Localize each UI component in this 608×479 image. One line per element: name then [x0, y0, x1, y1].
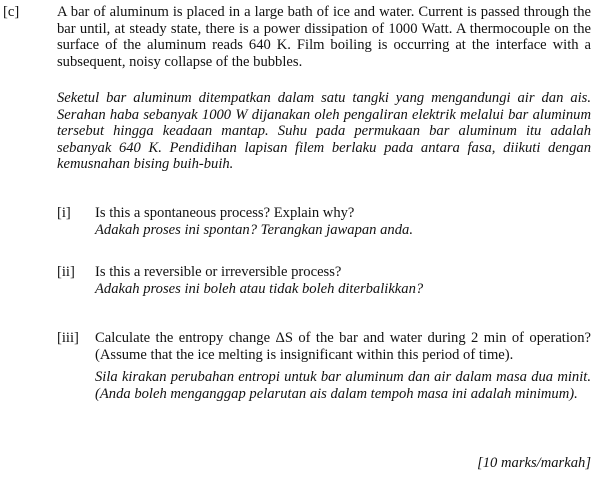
question-label: [i]: [57, 205, 71, 221]
marks-allocation: [10 marks/markah]: [477, 455, 591, 471]
question-text-malay: Adakah proses ini spontan? Terangkan jawapan anda.: [95, 221, 413, 238]
part-label: [c]: [3, 4, 20, 20]
question-ii: [57, 264, 591, 297]
question-i: [57, 205, 591, 238]
question-label: [iii]: [57, 330, 79, 346]
question-iii: [57, 330, 591, 402]
question-text-english: Is this a spontaneous process? Explain why?: [95, 205, 355, 221]
question-text-english: Calculate the entropy change ΔS of the bar and water during 2 min of operation? (Assume that the ice melting is insignificant within this period of time).: [95, 330, 591, 363]
part-statement-english: A bar of aluminum is placed in a large bath of ice and water. Current is passed through the bar until, at steady state, there is a power dissipation of 1000 Watt. A thermocouple on the surface of the aluminum reads 640 K. Film boiling is occurring at the interface with a subsequent, noisy collapse of the bubbles.: [57, 4, 591, 70]
question-text-malay: Sila kirakan perubahan entropi untuk bar aluminum dan air dalam masa dua minit. (Anda boleh menganggap pelarutan ais dalam tempoh masa ini adalah minimum).: [95, 369, 591, 402]
question-label: [ii]: [57, 264, 75, 280]
part-statement-malay: Seketul bar aluminum ditempatkan dalam satu tangki yang mengandungi air dan ais. Serahan haba sebanyak 1000 W dijanakan oleh pengaliran elektrik melalui bar aluminum tersebut hingga keadaan mantap. Suhu pada permukaan bar aluminum itu adalah sebanyak 640 K. Pendidihan lapisan filem berlaku pada antara fasa, diikuti dengan kemusnahan bising buih-buih.: [57, 90, 591, 173]
question-text-english: Is this a reversible or irreversible process?: [95, 264, 342, 280]
question-text-malay: Adakah proses ini boleh atau tidak boleh diterbalikkan?: [95, 280, 424, 297]
